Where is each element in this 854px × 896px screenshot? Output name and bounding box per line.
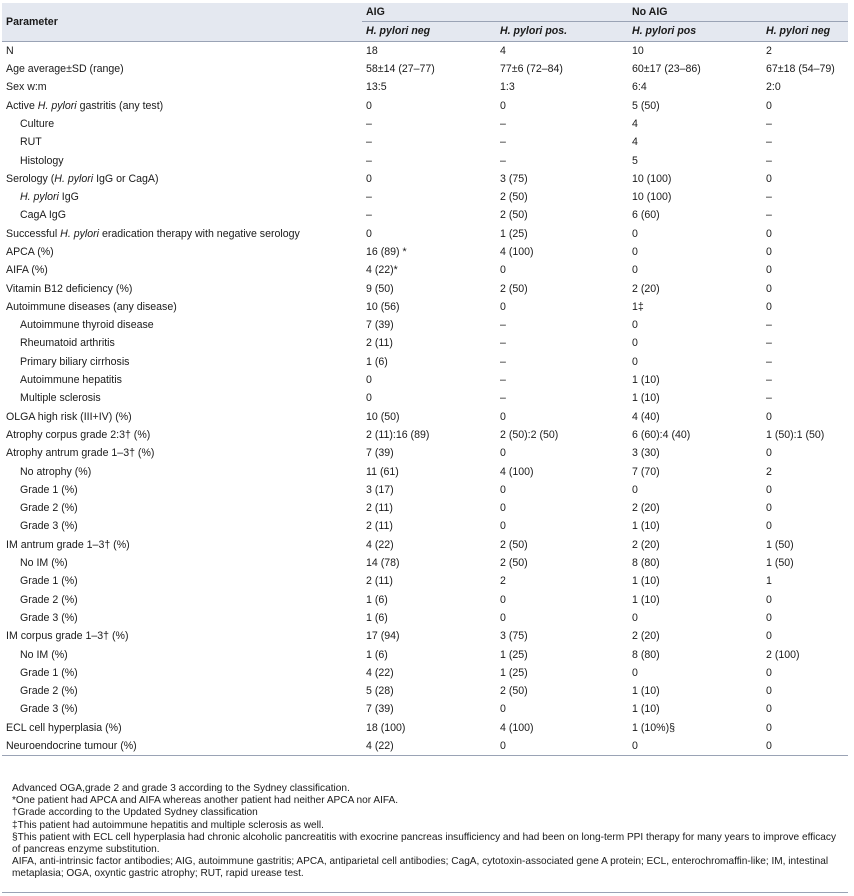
table-cell: 8 (80) <box>632 648 660 661</box>
table-cell: 7 (39) <box>366 703 394 716</box>
table-cell: 0 <box>500 502 506 515</box>
table-cell: – <box>766 117 772 130</box>
table-cell: 5 <box>632 154 638 167</box>
row-parameter-label <box>2 664 362 682</box>
parameter-text-post: IgG <box>58 191 79 204</box>
table-cell: 1 (10) <box>632 703 660 716</box>
table-cell: 10 (100) <box>632 172 672 185</box>
row-parameter-label <box>2 151 362 169</box>
table-cell: – <box>766 136 772 149</box>
footnote: *One patient had APCA and AIFA whereas another patient had neither APCA nor AIFA. <box>12 795 399 807</box>
table-cell: 0 <box>766 246 772 258</box>
row-parameter-label <box>2 408 362 426</box>
table-cell: – <box>766 392 772 405</box>
parameter-text-pre: Successful <box>6 227 61 240</box>
table-cell: – <box>766 319 772 332</box>
table-cell: 2 <box>762 41 848 60</box>
table-cell: – <box>766 374 772 387</box>
table-row <box>2 151 848 169</box>
footnote: ‡This patient had autoimmune hepatitis and multiple sclerosis as well. <box>12 819 324 831</box>
table-row <box>2 517 848 535</box>
table-cell: – <box>366 209 372 222</box>
table-cell: 0 <box>766 282 772 295</box>
parameter-text-pre: N <box>6 44 14 57</box>
table-cell: – <box>500 319 506 332</box>
row-parameter-label <box>2 170 362 188</box>
row-parameter-label <box>2 334 362 352</box>
row-parameter-label <box>2 609 362 627</box>
row-parameter-label <box>2 462 362 480</box>
row-parameter-label <box>2 481 362 499</box>
parameter-text-pre: Grade 3 (%) <box>20 611 78 624</box>
table-cell: – <box>766 209 772 222</box>
parameter-text-pre: Neuroendocrine tumour (%) <box>6 740 137 753</box>
row-parameter-label <box>2 188 362 206</box>
table-cell: – <box>500 374 506 387</box>
table-cell: 10 (56) <box>366 300 400 313</box>
table-cell: 4 <box>496 41 628 60</box>
subheader-aig-hp-neg: H. pylori neg <box>362 22 496 41</box>
table-cell: 10 (50) <box>366 410 400 423</box>
parameter-text-pre: Grade 1 (%) <box>20 575 78 588</box>
parameter-text-em: H. pylori <box>60 227 100 240</box>
table-cell: 1 (10) <box>632 520 660 533</box>
table-cell: 0 <box>766 721 772 734</box>
table-cell: 0 <box>500 593 506 606</box>
table-row <box>2 462 848 480</box>
row-parameter-label <box>2 719 362 737</box>
parameter-text-pre: Atrophy antrum grade 1–3† (%) <box>6 447 155 460</box>
row-parameter-label <box>2 645 362 663</box>
table-cell: 0 <box>366 392 372 405</box>
table-footnotes <box>12 783 840 881</box>
table-cell: 1 (10) <box>632 685 660 698</box>
table-cell: 0 <box>766 99 772 112</box>
table-cell: 0 <box>500 264 506 277</box>
parameter-text-pre: No IM (%) <box>20 648 68 661</box>
table-row <box>2 371 848 389</box>
row-parameter-label <box>2 554 362 572</box>
parameter-text-pre: Multiple sclerosis <box>20 392 101 405</box>
table-row <box>2 682 848 700</box>
table-cell: – <box>500 117 506 130</box>
table-cell: – <box>366 154 372 167</box>
table-cell: 0 <box>766 300 772 313</box>
parameter-text-pre: Grade 2 (%) <box>20 685 78 698</box>
table-cell: 2 <box>766 465 772 478</box>
row-parameter-label <box>2 279 362 297</box>
row-parameter-label <box>2 389 362 407</box>
table-cell: 0 <box>762 737 848 756</box>
row-parameter-label <box>2 316 362 334</box>
table-cell: 2 (50):2 (50) <box>500 428 559 441</box>
table-cell: 2 (11) <box>366 502 393 515</box>
table-cell: 3 (30) <box>632 447 660 460</box>
table-cell: 0 <box>632 246 638 258</box>
table-row <box>2 389 848 407</box>
row-parameter-label <box>2 737 362 756</box>
row-parameter-label <box>2 243 362 261</box>
row-parameter-label <box>2 627 362 645</box>
row-parameter-label <box>2 499 362 517</box>
table-row <box>2 737 848 756</box>
subheader-noaig-hp-neg: H. pylori neg <box>762 22 848 41</box>
table-cell: 0 <box>632 355 638 368</box>
row-parameter-label <box>2 60 362 78</box>
table-cell: 4 (22)* <box>366 264 398 277</box>
parameter-text-pre: Grade 3 (%) <box>20 703 78 716</box>
table-cell: 16 (89) * <box>366 246 407 258</box>
table-row <box>2 243 848 261</box>
parameter-text-pre: Rheumatoid arthritis <box>20 337 115 350</box>
parameter-text-pre: Autoimmune thyroid disease <box>20 319 154 332</box>
table-cell: 0 <box>766 172 772 185</box>
table-cell: 4 (100) <box>500 246 534 258</box>
table-row <box>2 408 848 426</box>
parameter-text-post: eradication therapy with negative serology <box>99 227 300 240</box>
table-cell: 1 (25) <box>500 227 528 240</box>
table-cell: 1:3 <box>500 81 515 94</box>
table-cell: 0 <box>366 374 372 387</box>
table-cell: 1 (50) <box>766 538 794 551</box>
table-cell: 17 (94) <box>366 630 400 643</box>
table-cell: – <box>766 337 772 350</box>
parameter-text-pre: No IM (%) <box>20 557 68 570</box>
table-cell: 0 <box>632 227 638 240</box>
table-cell: 0 <box>632 666 638 679</box>
table-cell: 0 <box>500 447 506 460</box>
table-cell: 2 (50) <box>500 191 528 204</box>
parameter-text-pre: Grade 2 (%) <box>20 593 78 606</box>
table-cell: 0 <box>500 520 506 533</box>
table-cell: 18 <box>362 41 496 60</box>
table-cell: 1 <box>766 575 772 588</box>
footnote: Advanced OGA,grade 2 and grade 3 according to the Sydney classification. <box>12 783 350 794</box>
table-cell: – <box>366 191 372 204</box>
parameter-text-em: H. pylori <box>54 172 94 185</box>
row-parameter-label <box>2 133 362 151</box>
table-cell: 5 (50) <box>632 99 660 112</box>
table-row <box>2 554 848 572</box>
table-cell: 2 (20) <box>632 630 660 643</box>
parameter-text-pre: No atrophy (%) <box>20 465 92 478</box>
table-cell: 1 (10) <box>632 374 660 387</box>
table-cell: 4 <box>632 117 638 130</box>
parameter-text-pre: Grade 2 (%) <box>20 502 78 515</box>
table-cell: 2:0 <box>766 81 781 94</box>
table-cell: 13:5 <box>366 81 387 94</box>
parameter-text-pre: Culture <box>20 117 55 130</box>
table-cell: 3 (75) <box>500 630 528 643</box>
table-cell: 67±18 (54–79) <box>766 63 835 76</box>
table-cell: 0 <box>500 410 506 423</box>
table-cell: 1 (10%)§ <box>632 721 675 734</box>
table-cell: 0 <box>766 685 772 698</box>
footnote: AIFA, anti-intrinsic factor antibodies; AIG, autoimmune gastritis; APCA, antiparietal cell antibodies; CagA, cytotoxin-associated gene A protein; ECL, enterochromaffin-like; IM, intestinal metaplasia; OGA, oxyntic gastric atrophy; RUT, rapid urease test. <box>12 856 829 880</box>
table-cell: 0 <box>628 737 762 756</box>
parameter-text-pre: ECL cell hyperplasia (%) <box>6 721 122 734</box>
table-cell: 0 <box>496 737 628 756</box>
table-body <box>2 41 848 756</box>
parameter-text-pre: APCA (%) <box>6 246 54 258</box>
table-cell: 14 (78) <box>366 557 400 570</box>
table-cell: 4 (100) <box>500 465 534 478</box>
parameter-text-em: H. pylori <box>20 191 59 204</box>
parameter-text-pre: Age average±SD (range) <box>6 63 124 76</box>
subheader-noaig-hp-pos: H. pylori pos <box>628 22 762 41</box>
parameter-text-em: H. pylori <box>37 99 77 112</box>
table-cell: 0 <box>366 227 372 240</box>
row-parameter-label <box>2 700 362 718</box>
table-row <box>2 115 848 133</box>
table-cell: 0 <box>366 172 372 185</box>
parameter-text-pre: CagA IgG <box>20 209 66 222</box>
table-cell: – <box>366 136 372 149</box>
table-cell: 1 (6) <box>366 355 388 368</box>
subheader-aig-hp-pos: H. pylori pos. <box>496 22 628 41</box>
table-cell: 0 <box>766 703 772 716</box>
table-cell: 0 <box>632 611 638 624</box>
table-row <box>2 609 848 627</box>
parameter-text-pre: Autoimmune hepatitis <box>20 374 122 387</box>
table-cell: 7 (39) <box>366 319 394 332</box>
table-cell: 3 (17) <box>366 483 394 496</box>
table-cell: 0 <box>632 319 638 332</box>
table-cell: 1 (50) <box>766 557 794 570</box>
parameter-text-pre: Vitamin B12 deficiency (%) <box>6 282 133 295</box>
table-row <box>2 645 848 663</box>
table-cell: 2 (50) <box>500 282 528 295</box>
table-row <box>2 261 848 279</box>
parameter-text-pre: Sex w:m <box>6 81 47 94</box>
table-cell: 77±6 (72–84) <box>500 63 563 76</box>
table-cell: 2 (11):16 (89) <box>366 428 430 441</box>
table-cell: 4 (22) <box>366 666 394 679</box>
table-row <box>2 572 848 590</box>
row-parameter-label <box>2 682 362 700</box>
parameter-text-pre: IM antrum grade 1–3† (%) <box>6 538 130 551</box>
row-parameter-label <box>2 225 362 243</box>
table-cell: 2 (20) <box>632 502 660 515</box>
table-cell: 11 (61) <box>366 465 399 478</box>
table-bottom-rule <box>2 892 848 893</box>
table-cell: 1 (6) <box>366 611 388 624</box>
table-row <box>2 188 848 206</box>
table-cell: 0 <box>766 264 772 277</box>
row-parameter-label <box>2 353 362 371</box>
parameter-text-pre: Grade 1 (%) <box>20 666 78 679</box>
table-row <box>2 353 848 371</box>
table-row <box>2 719 848 737</box>
table-row <box>2 41 848 60</box>
table-cell: 1 (6) <box>366 593 388 606</box>
table-row <box>2 627 848 645</box>
table-cell: 1 (6) <box>366 648 388 661</box>
row-parameter-label <box>2 572 362 590</box>
row-parameter-label <box>2 517 362 535</box>
table-cell: 7 (39) <box>366 447 394 460</box>
table-row <box>2 279 848 297</box>
table-cell: 1 (25) <box>500 666 528 679</box>
table-cell: 4 (22) <box>362 737 496 756</box>
table-cell: – <box>366 117 372 130</box>
table-cell: 0 <box>632 483 638 496</box>
table-cell: 6:4 <box>632 81 647 94</box>
table-cell: 4 <box>632 136 638 149</box>
table-row <box>2 206 848 224</box>
row-parameter-label <box>2 261 362 279</box>
results-table <box>2 3 848 756</box>
table-cell: – <box>500 392 506 405</box>
row-parameter-label <box>2 591 362 609</box>
table-cell: 2 (50) <box>500 209 528 222</box>
table-row <box>2 133 848 151</box>
footnote: §This patient with ECL cell hyperplasia had chronic alcoholic pancreatitis with exocrine pancreas insufficiency and had been on long-term PPI therapy for many years to improve efficacy of pancreas enzyme substitution. <box>12 831 837 856</box>
table-cell: 0 <box>500 611 506 624</box>
table-row <box>2 444 848 462</box>
table-cell: 6 (60):4 (40) <box>632 428 691 441</box>
row-parameter-label <box>2 41 362 60</box>
table-cell: 8 (80) <box>632 557 660 570</box>
table-cell: 2 (11) <box>366 520 393 533</box>
parameter-text-pre: Histology <box>20 154 64 167</box>
table-cell: 0 <box>632 264 638 277</box>
row-parameter-label <box>2 426 362 444</box>
parameter-text-pre: Serology ( <box>6 172 55 185</box>
table-cell: 4 (40) <box>632 410 660 423</box>
table-cell: 0 <box>766 447 772 460</box>
table-cell: 0 <box>500 99 506 112</box>
parameter-header: Parameter <box>2 3 362 41</box>
table-row <box>2 78 848 96</box>
table-cell: 1 (10) <box>632 392 660 405</box>
table-row <box>2 334 848 352</box>
parameter-text-pre: Autoimmune diseases (any disease) <box>6 300 177 313</box>
table-cell: 0 <box>766 410 772 423</box>
table-cell: 58±14 (27–77) <box>366 63 435 76</box>
table-row <box>2 499 848 517</box>
table-row <box>2 96 848 114</box>
parameter-text-pre: RUT <box>20 136 42 149</box>
parameter-text-pre: Grade 3 (%) <box>20 520 78 533</box>
table-cell: 2 (11) <box>366 337 393 350</box>
table-row <box>2 664 848 682</box>
row-parameter-label <box>2 536 362 554</box>
table-cell: – <box>500 136 506 149</box>
table-cell: 0 <box>766 630 772 643</box>
table-cell: 0 <box>766 666 772 679</box>
table-row <box>2 481 848 499</box>
table-cell: 0 <box>500 483 506 496</box>
table-cell: 2 <box>500 575 506 588</box>
table-cell: 18 (100) <box>366 721 406 734</box>
table-cell: 6 (60) <box>632 209 660 222</box>
parameter-text-pre: OLGA high risk (III+IV) (%) <box>6 410 132 423</box>
table-cell: 7 (70) <box>632 465 660 478</box>
table-cell: 0 <box>632 337 638 350</box>
table-cell: 0 <box>766 520 772 533</box>
table-cell: 5 (28) <box>366 685 394 698</box>
parameter-text-post: IgG or CagA) <box>93 172 159 185</box>
table-cell: 0 <box>500 300 506 313</box>
table-cell: 1 (50):1 (50) <box>766 428 825 441</box>
table-cell: 2 (11) <box>366 575 393 588</box>
table-cell: 10 (100) <box>632 191 672 204</box>
parameter-text-pre: Active <box>6 99 38 112</box>
group-header-no-aig: No AIG <box>628 3 848 22</box>
table-row <box>2 426 848 444</box>
table-cell: 0 <box>766 502 772 515</box>
table-cell: 4 (22) <box>366 538 394 551</box>
table-cell: – <box>766 355 772 368</box>
table-cell: 4 (100) <box>500 721 534 734</box>
table-cell: 0 <box>766 483 772 496</box>
table-row <box>2 591 848 609</box>
table-cell: – <box>766 154 772 167</box>
parameter-text-pre: IM corpus grade 1–3† (%) <box>6 630 129 643</box>
row-parameter-label <box>2 298 362 316</box>
table-cell: 2 (50) <box>500 557 528 570</box>
row-parameter-label <box>2 115 362 133</box>
table-row <box>2 700 848 718</box>
group-header-aig: AIG <box>362 3 628 22</box>
table-cell: – <box>766 191 772 204</box>
table-cell: 10 <box>628 41 762 60</box>
table-cell: 2 (50) <box>500 685 528 698</box>
table-cell: 0 <box>766 227 772 240</box>
table-row <box>2 298 848 316</box>
table-cell: 2 (50) <box>500 538 528 551</box>
table-cell: 0 <box>500 703 506 716</box>
table-cell: 60±17 (23–86) <box>632 63 701 76</box>
table-cell: 0 <box>766 611 772 624</box>
footnote: †Grade according to the Updated Sydney classification <box>12 807 258 819</box>
row-parameter-label <box>2 78 362 96</box>
row-parameter-label <box>2 96 362 114</box>
table-row <box>2 170 848 188</box>
row-parameter-label <box>2 444 362 462</box>
table-row <box>2 60 848 78</box>
parameter-text-pre: AIFA (%) <box>6 264 48 277</box>
table-row <box>2 536 848 554</box>
table-cell: – <box>500 355 506 368</box>
table-cell: 1 (10) <box>632 575 660 588</box>
table-row <box>2 225 848 243</box>
table-cell: 2 (100) <box>766 648 800 661</box>
parameter-text-post: gastritis (any test) <box>76 99 164 112</box>
table-cell: 0 <box>766 593 772 606</box>
parameter-text-pre: Grade 1 (%) <box>20 483 78 496</box>
table-row <box>2 316 848 334</box>
table-cell: 1‡ <box>632 300 644 313</box>
table-cell: – <box>500 337 506 350</box>
table-cell: 0 <box>366 99 372 112</box>
table-cell: 2 (20) <box>632 538 660 551</box>
table-cell: 1 (10) <box>632 593 660 606</box>
table-cell: 3 (75) <box>500 172 528 185</box>
parameter-text-pre: Atrophy corpus grade 2:3† (%) <box>6 428 151 441</box>
row-parameter-label <box>2 371 362 389</box>
table-cell: 1 (25) <box>500 648 528 661</box>
table-cell: – <box>500 154 506 167</box>
table-cell: 2 (20) <box>632 282 660 295</box>
table-cell: 9 (50) <box>366 282 394 295</box>
row-parameter-label <box>2 206 362 224</box>
parameter-text-pre: Primary biliary cirrhosis <box>20 355 130 368</box>
